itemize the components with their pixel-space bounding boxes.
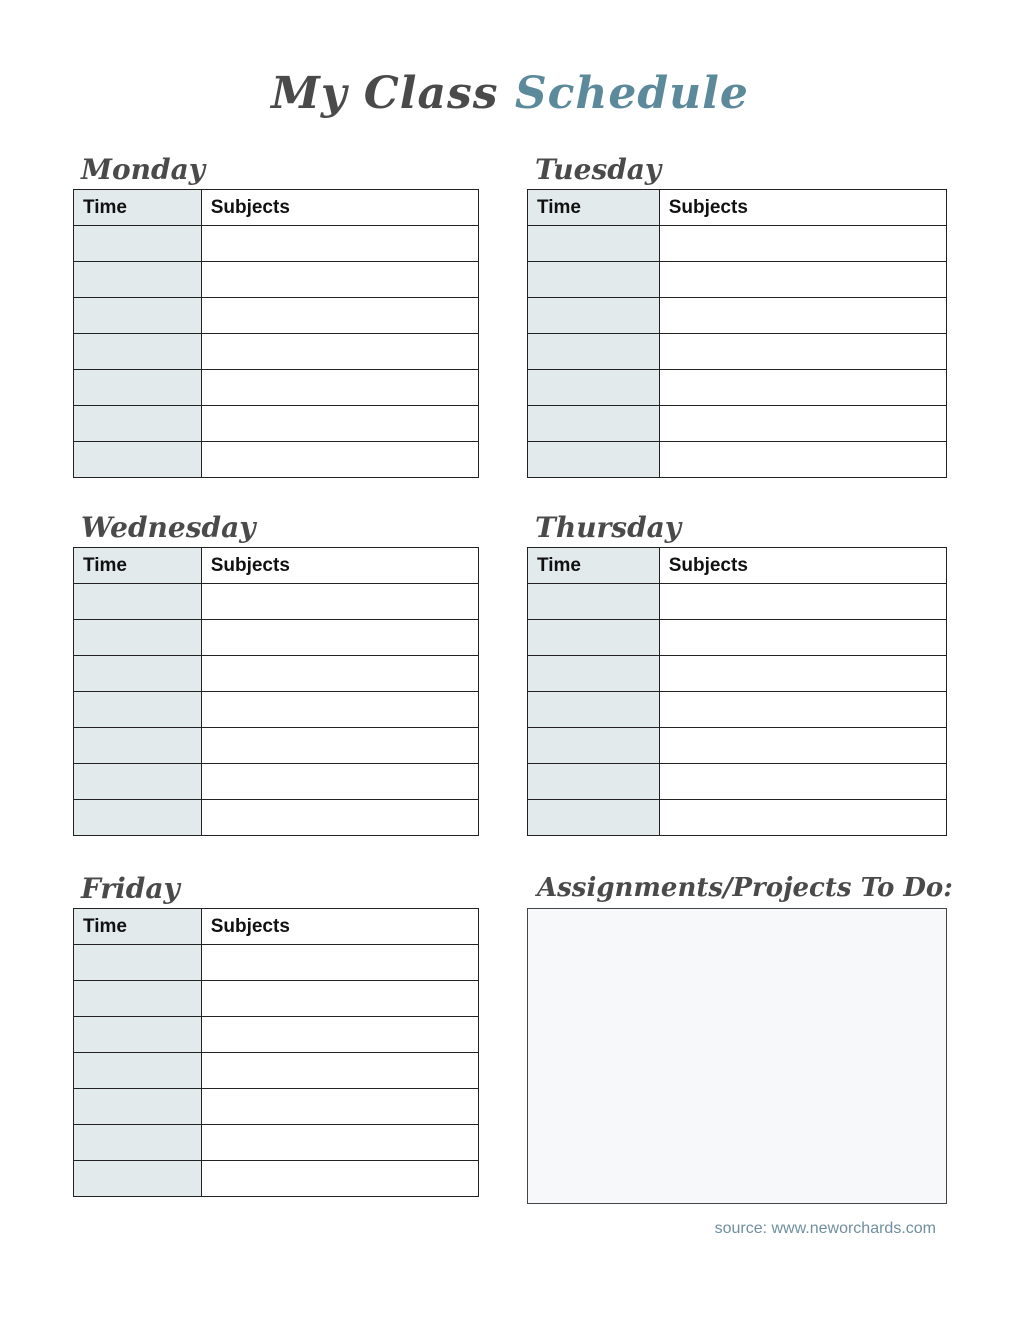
subject-cell[interactable]: [201, 334, 478, 370]
table-row: [528, 226, 947, 262]
time-cell[interactable]: [528, 764, 660, 800]
source-credit: source: www.neworchards.com: [714, 1220, 936, 1237]
subject-cell[interactable]: [201, 1089, 478, 1125]
table-row: [74, 1017, 479, 1053]
table-header-row: [74, 548, 479, 584]
subjects-column-header: Subjects: [201, 909, 478, 945]
time-cell[interactable]: [74, 584, 202, 620]
subject-cell[interactable]: [201, 262, 478, 298]
table-row: [528, 800, 947, 836]
subject-cell[interactable]: [659, 764, 946, 800]
table-row: [74, 262, 479, 298]
table-row: [528, 370, 947, 406]
table-header-row: [74, 190, 479, 226]
subject-cell[interactable]: [201, 1053, 478, 1089]
subject-cell[interactable]: [659, 442, 946, 478]
table-row: [528, 764, 947, 800]
subject-cell[interactable]: [659, 620, 946, 656]
subject-cell[interactable]: [201, 981, 478, 1017]
table-row: [528, 406, 947, 442]
table-row: [74, 584, 479, 620]
time-cell[interactable]: [74, 334, 202, 370]
subject-cell[interactable]: [201, 584, 478, 620]
table-header-row: [528, 548, 947, 584]
schedule-table-thursday: [527, 547, 947, 836]
table-row: [528, 442, 947, 478]
subject-cell[interactable]: [201, 800, 478, 836]
table-row: [74, 656, 479, 692]
subject-cell[interactable]: [659, 656, 946, 692]
subject-cell[interactable]: [201, 728, 478, 764]
time-cell[interactable]: [528, 406, 660, 442]
subject-cell[interactable]: [201, 442, 478, 478]
table-row: [74, 692, 479, 728]
table-row: [74, 800, 479, 836]
time-cell[interactable]: [74, 692, 202, 728]
subject-cell[interactable]: [201, 1161, 478, 1197]
subjects-column-header: Subjects: [201, 190, 478, 226]
time-cell[interactable]: [74, 1125, 202, 1161]
subject-cell[interactable]: [201, 1125, 478, 1161]
page-title: [0, 64, 1020, 124]
subjects-column-header: Subjects: [201, 548, 478, 584]
schedule-table-friday: [73, 908, 479, 1197]
time-cell[interactable]: [74, 945, 202, 981]
table-row: [74, 370, 479, 406]
time-cell[interactable]: [528, 728, 660, 764]
time-cell[interactable]: [528, 584, 660, 620]
time-cell[interactable]: [528, 226, 660, 262]
subjects-column-header: Subjects: [659, 548, 946, 584]
table-row: [74, 1125, 479, 1161]
table-row: [74, 981, 479, 1017]
table-row: [528, 620, 947, 656]
time-cell[interactable]: [74, 1161, 202, 1197]
time-cell[interactable]: [74, 800, 202, 836]
table-row: [528, 298, 947, 334]
table-row: [528, 584, 947, 620]
table-header-row: [528, 190, 947, 226]
day-heading-friday: Friday: [81, 872, 180, 905]
schedule-table-tuesday: [527, 189, 947, 478]
time-cell[interactable]: [528, 656, 660, 692]
day-heading-monday: Monday: [81, 153, 206, 186]
table-row: [528, 692, 947, 728]
time-cell[interactable]: [528, 262, 660, 298]
time-cell[interactable]: [528, 692, 660, 728]
table-row: [74, 945, 479, 981]
table-row: [74, 620, 479, 656]
time-cell[interactable]: [74, 370, 202, 406]
subjects-column-header: Subjects: [659, 190, 946, 226]
subject-cell[interactable]: [201, 656, 478, 692]
subject-cell[interactable]: [201, 298, 478, 334]
title-part-2: Schedule: [514, 68, 749, 119]
table-row: [74, 442, 479, 478]
table-row: [74, 764, 479, 800]
time-column-header: Time: [74, 909, 202, 945]
time-cell[interactable]: [528, 334, 660, 370]
subject-cell[interactable]: [201, 226, 478, 262]
title-part-1: My Class: [271, 68, 499, 119]
subject-cell[interactable]: [201, 406, 478, 442]
time-cell[interactable]: [74, 620, 202, 656]
subject-cell[interactable]: [659, 406, 946, 442]
time-cell[interactable]: [74, 764, 202, 800]
table-row: [74, 226, 479, 262]
day-heading-tuesday: Tuesday: [535, 153, 662, 186]
time-column-header: Time: [528, 548, 660, 584]
subject-cell[interactable]: [659, 226, 946, 262]
time-column-header: Time: [528, 190, 660, 226]
subject-cell[interactable]: [659, 692, 946, 728]
subject-cell[interactable]: [201, 692, 478, 728]
time-cell[interactable]: [528, 800, 660, 836]
time-cell[interactable]: [74, 728, 202, 764]
table-row: [74, 406, 479, 442]
time-cell[interactable]: [74, 406, 202, 442]
time-cell[interactable]: [74, 1017, 202, 1053]
subject-cell[interactable]: [659, 728, 946, 764]
time-cell[interactable]: [74, 1089, 202, 1125]
subject-cell[interactable]: [659, 370, 946, 406]
subject-cell[interactable]: [659, 334, 946, 370]
todo-heading: Assignments/Projects To Do:: [537, 873, 953, 903]
subject-cell[interactable]: [659, 298, 946, 334]
subject-cell[interactable]: [659, 800, 946, 836]
subject-cell[interactable]: [201, 370, 478, 406]
time-cell[interactable]: [74, 656, 202, 692]
time-column-header: Time: [74, 548, 202, 584]
time-cell[interactable]: [74, 442, 202, 478]
day-heading-wednesday: Wednesday: [81, 511, 256, 544]
time-column-header: Time: [74, 190, 202, 226]
subject-cell[interactable]: [201, 1017, 478, 1053]
day-heading-thursday: Thursday: [535, 511, 682, 544]
time-cell[interactable]: [74, 1053, 202, 1089]
table-row: [74, 298, 479, 334]
time-cell[interactable]: [74, 262, 202, 298]
subject-cell[interactable]: [201, 764, 478, 800]
time-cell[interactable]: [74, 981, 202, 1017]
time-cell[interactable]: [528, 370, 660, 406]
time-cell[interactable]: [74, 226, 202, 262]
table-row: [74, 1053, 479, 1089]
time-cell[interactable]: [528, 442, 660, 478]
table-row: [528, 728, 947, 764]
table-header-row: [74, 909, 479, 945]
time-cell[interactable]: [528, 298, 660, 334]
schedule-table-monday: [73, 189, 479, 478]
subject-cell[interactable]: [201, 945, 478, 981]
subject-cell[interactable]: [659, 584, 946, 620]
table-row: [528, 262, 947, 298]
table-row: [74, 1161, 479, 1197]
subject-cell[interactable]: [659, 262, 946, 298]
table-row: [528, 656, 947, 692]
subject-cell[interactable]: [201, 620, 478, 656]
table-row: [74, 728, 479, 764]
time-cell[interactable]: [74, 298, 202, 334]
schedule-table-wednesday: [73, 547, 479, 836]
time-cell[interactable]: [528, 620, 660, 656]
todo-notes-area[interactable]: [527, 908, 947, 1204]
table-row: [74, 334, 479, 370]
table-row: [528, 334, 947, 370]
table-row: [74, 1089, 479, 1125]
